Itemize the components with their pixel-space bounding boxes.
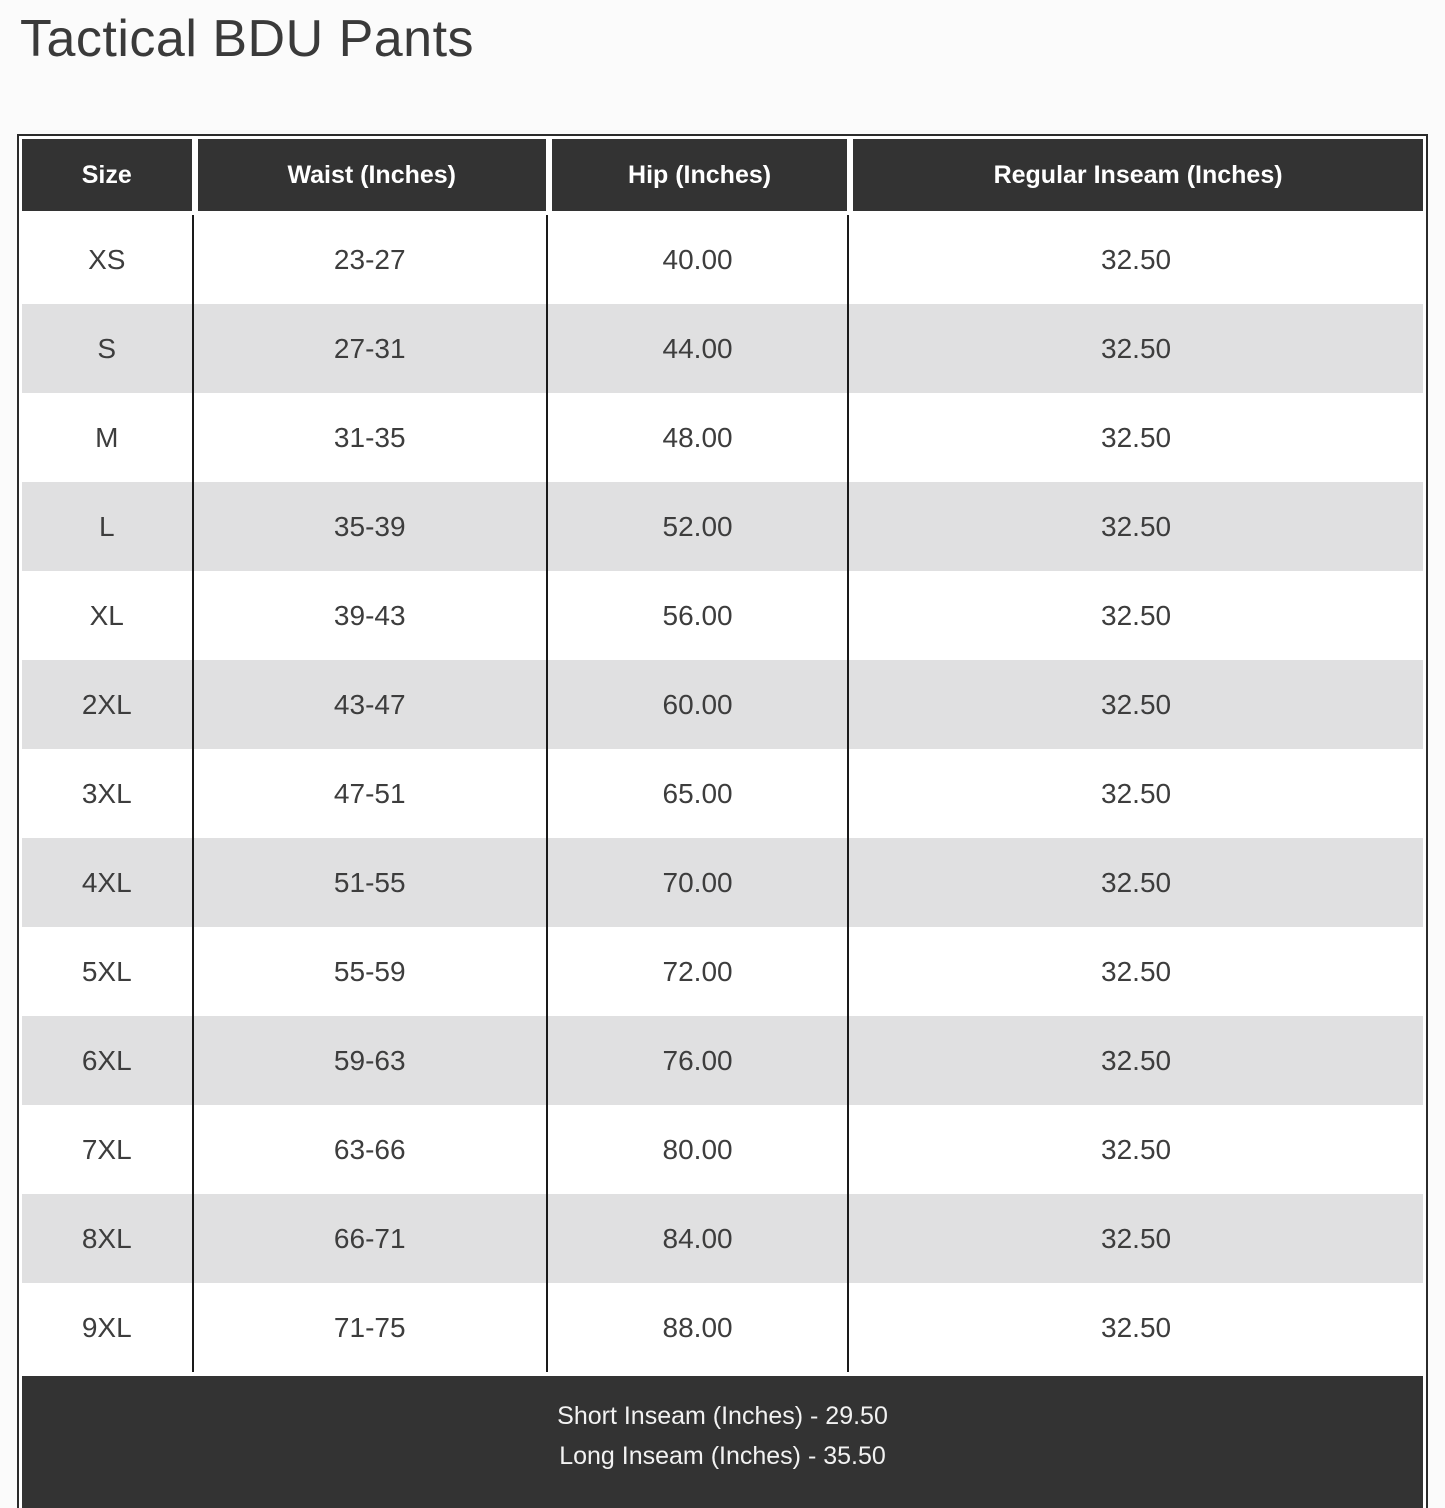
table-cell-hip: 44.00 — [546, 304, 847, 393]
size-chart-body — [22, 215, 1423, 1372]
table-cell-hip: 76.00 — [546, 1016, 847, 1105]
table-row-m — [22, 393, 1423, 482]
table-cell-size: 2XL — [22, 660, 192, 749]
table-cell-inseam: 32.50 — [847, 927, 1423, 1016]
size-chart-frame — [17, 134, 1428, 1508]
table-row-3xl — [22, 749, 1423, 838]
table-cell-hip: 65.00 — [546, 749, 847, 838]
table-cell-inseam: 32.50 — [847, 1283, 1423, 1372]
table-cell-inseam: 32.50 — [847, 215, 1423, 304]
table-row-l — [22, 482, 1423, 571]
table-cell-hip: 48.00 — [546, 393, 847, 482]
column-header-inseam: Regular Inseam (Inches) — [847, 139, 1423, 215]
table-cell-inseam: 32.50 — [847, 749, 1423, 838]
table-cell-inseam: 32.50 — [847, 1105, 1423, 1194]
table-cell-hip: 80.00 — [546, 1105, 847, 1194]
table-cell-hip: 84.00 — [546, 1194, 847, 1283]
table-cell-waist: 71-75 — [192, 1283, 546, 1372]
table-cell-inseam: 32.50 — [847, 1194, 1423, 1283]
table-row-4xl — [22, 838, 1423, 927]
footer-row — [22, 1372, 1423, 1508]
column-header-hip: Hip (Inches) — [546, 139, 847, 215]
table-row-5xl — [22, 927, 1423, 1016]
table-cell-hip: 56.00 — [546, 571, 847, 660]
column-header-size: Size — [22, 139, 192, 215]
table-cell-inseam: 32.50 — [847, 482, 1423, 571]
table-cell-hip: 70.00 — [546, 838, 847, 927]
table-cell-hip: 60.00 — [546, 660, 847, 749]
table-cell-inseam: 32.50 — [847, 571, 1423, 660]
table-cell-size: 8XL — [22, 1194, 192, 1283]
size-chart-footer — [22, 1372, 1423, 1508]
table-row-2xl — [22, 660, 1423, 749]
table-cell-hip: 72.00 — [546, 927, 847, 1016]
table-row-s — [22, 304, 1423, 393]
table-cell-inseam: 32.50 — [847, 660, 1423, 749]
inseam-notes — [22, 1372, 1423, 1508]
table-row-8xl — [22, 1194, 1423, 1283]
table-cell-inseam: 32.50 — [847, 393, 1423, 482]
table-cell-size: 5XL — [22, 927, 192, 1016]
table-cell-waist: 66-71 — [192, 1194, 546, 1283]
table-cell-waist: 31-35 — [192, 393, 546, 482]
table-cell-size: 6XL — [22, 1016, 192, 1105]
table-cell-waist: 23-27 — [192, 215, 546, 304]
table-cell-size: 9XL — [22, 1283, 192, 1372]
size-chart-header — [22, 139, 1423, 215]
table-cell-waist: 63-66 — [192, 1105, 546, 1194]
table-cell-hip: 52.00 — [546, 482, 847, 571]
table-cell-waist: 27-31 — [192, 304, 546, 393]
table-cell-size: XS — [22, 215, 192, 304]
table-row-xs — [22, 215, 1423, 304]
table-cell-inseam: 32.50 — [847, 1016, 1423, 1105]
table-row-9xl — [22, 1283, 1423, 1372]
table-row-7xl — [22, 1105, 1423, 1194]
short-inseam-note: Short Inseam (Inches) - 29.50 — [557, 1402, 888, 1430]
table-cell-waist: 59-63 — [192, 1016, 546, 1105]
table-cell-size: 7XL — [22, 1105, 192, 1194]
size-chart-table — [22, 139, 1423, 1508]
long-inseam-note: Long Inseam (Inches) - 35.50 — [559, 1442, 886, 1470]
table-cell-waist: 39-43 — [192, 571, 546, 660]
table-cell-waist: 47-51 — [192, 749, 546, 838]
table-cell-waist: 51-55 — [192, 838, 546, 927]
table-cell-inseam: 32.50 — [847, 304, 1423, 393]
table-cell-hip: 40.00 — [546, 215, 847, 304]
table-cell-waist: 55-59 — [192, 927, 546, 1016]
table-row-xl — [22, 571, 1423, 660]
column-header-waist: Waist (Inches) — [192, 139, 546, 215]
table-cell-waist: 43-47 — [192, 660, 546, 749]
table-cell-hip: 88.00 — [546, 1283, 847, 1372]
table-cell-size: L — [22, 482, 192, 571]
table-cell-inseam: 32.50 — [847, 838, 1423, 927]
page-title: Tactical BDU Pants — [20, 10, 475, 68]
header-row — [22, 139, 1423, 215]
table-cell-size: 4XL — [22, 838, 192, 927]
table-cell-size: XL — [22, 571, 192, 660]
table-row-6xl — [22, 1016, 1423, 1105]
table-cell-size: S — [22, 304, 192, 393]
table-cell-waist: 35-39 — [192, 482, 546, 571]
table-cell-size: 3XL — [22, 749, 192, 838]
table-cell-size: M — [22, 393, 192, 482]
